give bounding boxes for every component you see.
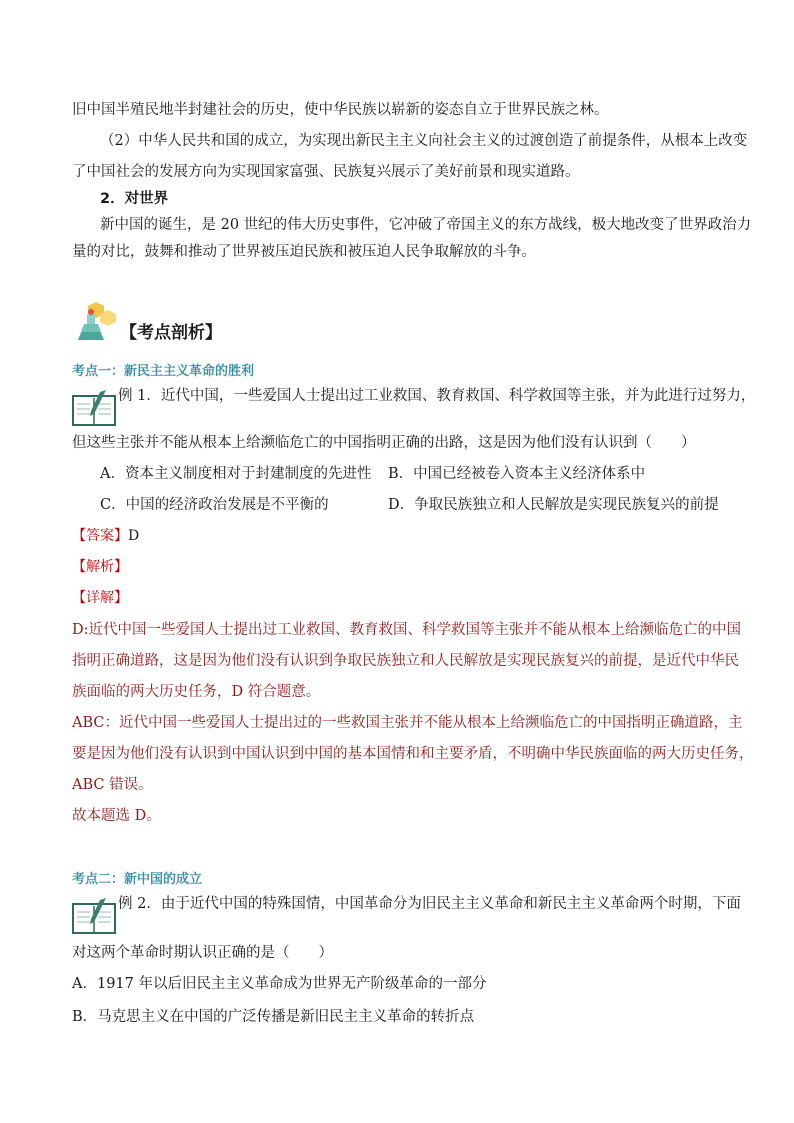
example-2-question: 例 2．由于近代中国的特殊国情，中国革命分为旧民主主义革命和新民主主义革命两个时期，下面 [118, 896, 741, 912]
detail-conclusion: 故本题选 D。 [72, 808, 161, 824]
intro-paragraph-2: （2）中华人民共和国的成立，为实现出新民主主义向社会主义的过渡创造了前提条件，从根本上改变 [100, 133, 748, 149]
intro-paragraph-3: 新中国的诞生，是 20 世纪的伟大历史事件，它冲破了帝国主义的东方战线，极大地改变了世界政治力 [100, 217, 752, 233]
example-2-option-a: A．1917 年以后旧民主主义革命成为世界无产阶级革命的一部分 [72, 976, 487, 992]
option-b: B．中国已经被卷入资本主义经济体系中 [388, 466, 646, 482]
example-2-question-cont: 对这两个革命时期认识正确的是（ ） [72, 945, 333, 961]
flask-icon [74, 300, 118, 344]
book-pen-icon [72, 898, 116, 934]
example-1-question-cont: 但这些主张并不能从根本上给濒临危亡的中国指明正确的出路，这是因为他们没有认识到（ ） [72, 435, 696, 451]
intro-paragraph-3-cont: 量的对比，鼓舞和推动了世界被压迫民族和被压迫人民争取解放的斗争。 [72, 244, 536, 260]
example-2-option-b: B．马克思主义在中国的广泛传播是新旧民主主义革命的转折点 [72, 1009, 475, 1025]
book-pen-icon [72, 390, 116, 426]
section-heading-world: 2．对世界 [100, 191, 169, 207]
answer-line [72, 526, 734, 546]
detail-text: ABC 错误。 [72, 777, 153, 793]
intro-paragraph-2-cont: 了中国社会的发展方向为实现国家富强、民族复兴展示了美好前景和现实道路。 [72, 164, 580, 180]
answer-value: D [128, 528, 140, 544]
detail-text: 族面临的两大历史任务，D 符合题意。 [72, 684, 321, 700]
analysis-header: 【考点剖析】 [120, 323, 222, 343]
analysis-label: 【解析】 [72, 559, 128, 575]
detail-text: 指明正确道路，这是因为他们没有认识到争取民族独立和人民解放是实现民族复兴的前提，是近代中华民 [72, 653, 739, 669]
detail-text: ABC：近代中国一些爱国人士提出过的一些救国主张并不能从根本上给濒临危亡的中国指明正确道路，主 [72, 715, 743, 731]
detail-text: 要是因为他们没有认识到中国认识到中国的基本国情和和主要矛盾，不明确中华民族面临的两大历史任务， [72, 746, 754, 762]
example-1-question: 例 1．近代中国，一些爱国人士提出过工业救国、教育救国、科学救国等主张，并为此进行过努力， [118, 388, 756, 404]
option-a: A．资本主义制度相对于封建制度的先进性 [100, 466, 372, 482]
detail-text: D:近代中国一些爱国人士提出过工业救国、教育救国、科学救国等主张并不能从根本上给濒临危亡的中国 [72, 622, 742, 638]
point-2-title: 考点二：新中国的成立 [72, 872, 203, 887]
intro-line: 旧中国半殖民地半封建社会的历史，使中华民族以崭新的姿态自立于世界民族之林。 [72, 102, 609, 118]
option-d: D．争取民族独立和人民解放是实现民族复兴的前提 [388, 497, 719, 513]
answer-label: 【答案】 [72, 528, 128, 544]
point-1-title: 考点一：新民主主义革命的胜利 [72, 364, 255, 379]
option-c: C．中国的经济政治发展是不平衡的 [100, 497, 329, 513]
detail-label: 【详解】 [72, 590, 128, 606]
